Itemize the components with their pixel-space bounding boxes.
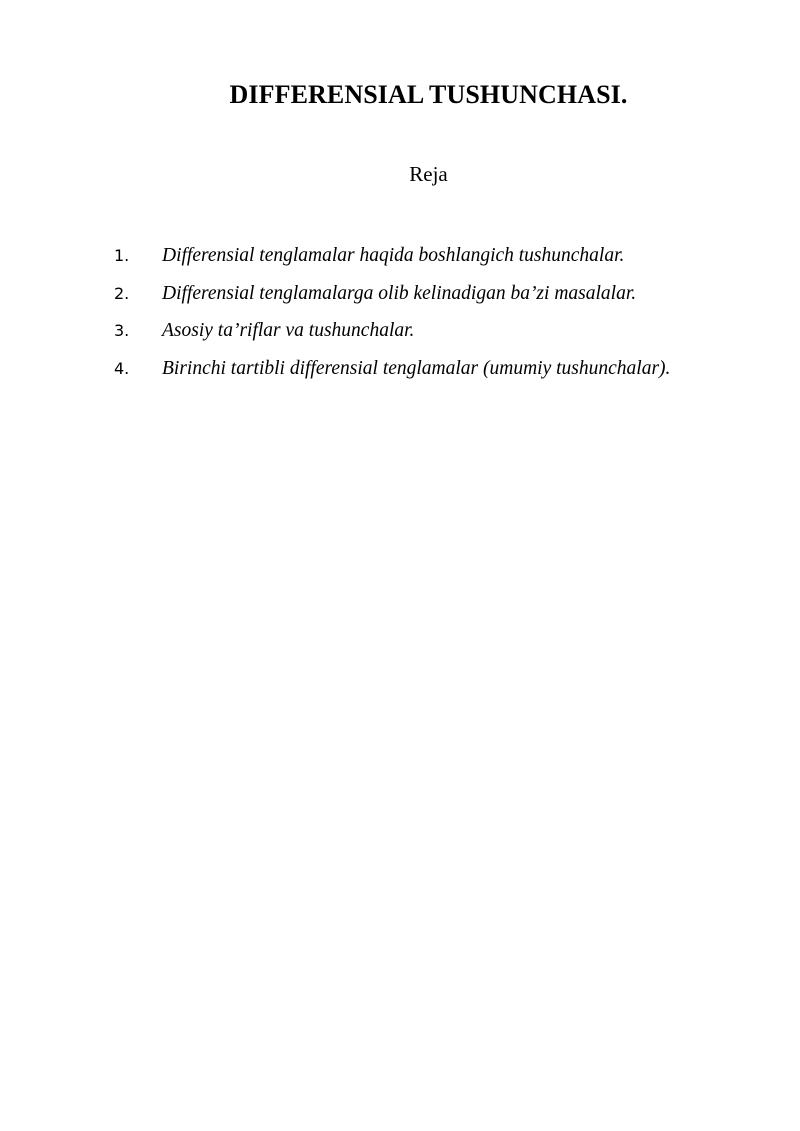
plan-item-number: 3.: [114, 321, 130, 340]
plan-heading: Reja: [409, 162, 448, 186]
plan-item: [0, 281, 800, 319]
plan-item-text: Asosiy ta’riflar va tushunchalar.: [162, 320, 415, 341]
plan-item-number: 1.: [114, 246, 130, 265]
plan-item-text: Differensial tenglamalarga olib kelinadigan ba’zi masalalar.: [162, 282, 637, 304]
plan-list: [0, 243, 800, 393]
plan-item: [0, 356, 800, 394]
plan-item-text: Differensial tenglamalar haqida boshlangich tushunchalar.: [162, 245, 625, 266]
plan-item-number: 2.: [114, 283, 130, 303]
plan-item: [0, 243, 800, 281]
plan-item-number: 4.: [114, 358, 130, 378]
plan-item: [0, 318, 800, 356]
plan-item-text: Birinchi tartibli differensial tenglamalar (umumiy tushunchalar).: [162, 357, 671, 379]
document-title: DIFFERENSIAL TUSHUNCHASI.: [229, 80, 628, 109]
